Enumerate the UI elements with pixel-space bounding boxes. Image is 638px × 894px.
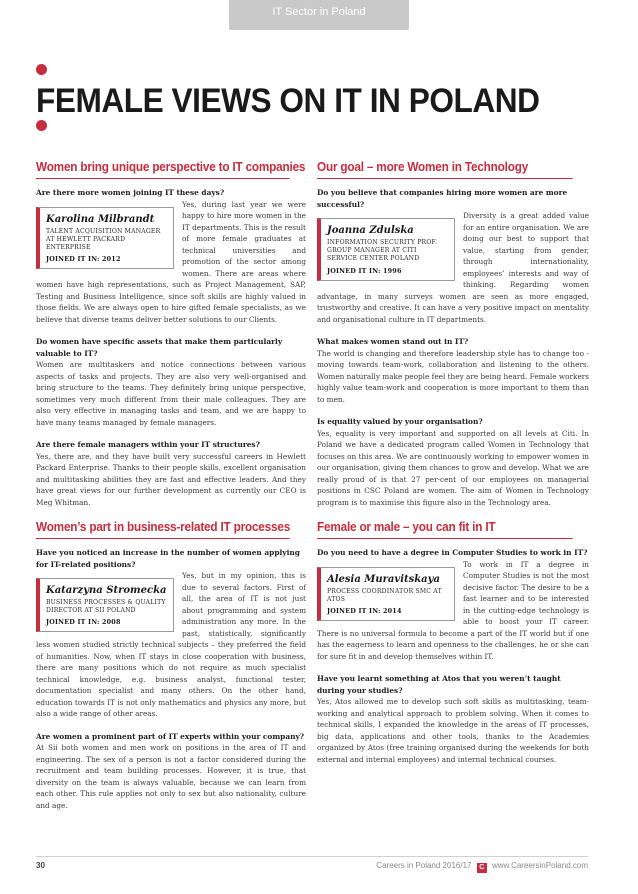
answer: Yes, equality is very important and supported on all levels at Citi. In Poland we have a dedicated program called Women in Technology that focuses on this area. We are continuously working to empower women in our organisation, giving them chances to grow and develop. What we are really proud of is that 27 per-cent of our employees on managerial positions in CSC Poland are women. The aim of Women in Technology program is to maximise this figure also in the Technology area.	[317, 428, 589, 507]
page-title: FEMALE VIEWS ON IT IN POLAND	[36, 82, 540, 120]
left-column	[36, 160, 306, 811]
question: Do you need to have a degree in Computer Studies to work in IT?	[317, 548, 588, 557]
interviewee-name: Karolina Milbrandt	[46, 213, 155, 225]
interviewee-name: Katarzyna Stromecka	[46, 585, 167, 596]
decorative-dot-bottom	[36, 120, 47, 131]
question: Are there more women joining IT these days?	[36, 188, 225, 197]
page-number: 30	[36, 861, 45, 870]
section-title-business: Women’s part in business-related IT processes	[36, 520, 290, 539]
question: Do women have specific assets that make them particularly valuable to IT?	[36, 337, 283, 358]
section-title-fit: Female or male – you can fit in IT	[317, 520, 573, 539]
question: Have you noticed an increase in the number of women applying for IT-related positions?	[36, 548, 300, 569]
interviewee-card-muravitskaya	[317, 567, 455, 621]
interviewee-card-stromecka	[36, 578, 174, 632]
interviewee-role: INFORMATION SECURITY PROF. GROUP MANAGER AT CITI SERVICE CENTER POLAND	[327, 239, 438, 263]
question: Is equality valued by your organisation?	[317, 417, 483, 426]
interviewee-joined: JOINED IT IN: 2012	[46, 255, 121, 264]
page-footer	[36, 856, 588, 870]
interviewee-role: BUSINESS PROCESSES & QUALITY DIRECTOR AT SII POLAND	[46, 599, 166, 615]
question: Do you believe that companies hiring more women are more successful?	[317, 188, 568, 209]
answer: Yes, during last year we were happy to hire more women in the IT departments. This is the result of more female graduates at technical universities and promotion of the sector among women. There are areas where women have high representations, such as Project Management, SAP, Testing and Business Intelligence, since soft skills are highly valued in those fields. We are always open to hire gifted female specialists, as we believe that diverse teams deliver better solutions to our Clients.	[36, 199, 306, 324]
interviewee-role: TALENT ACQUISITION MANAGER AT HEWLETT PACKARD ENTERPRISE	[46, 227, 161, 251]
interviewee-card-zdulska	[317, 218, 455, 281]
question: Are there female managers within your IT structures?	[36, 440, 260, 449]
answer: Yes, but in my opinion, this is due to several factors. First of all, the area of IT is not just about programming and system administration any more. In the past, statistically, significantly less women studied strictly technical subjects – they preferred the field of humanities. Now, when IT stays in close cooperation with business, there are many positions which do not require as much specialist technical knowledge, e.g. business analyst, functional tester, documentation specialist and many others. On the other hand, education towards IT is not only mathematics and physics any more, but also a wide range of other areas.	[36, 571, 306, 718]
careers-logo-icon: C	[477, 863, 487, 873]
answer: Diversity is a great added value for an entire organisation. We are doing our best to support that value, starting from gender, through internationality, employees’ interests and way of thinking. Regarding women advantage, in many surveys women are seen as more engaged, trustworthy and creative. It can have a very positive impact on mentality and organisational culture in IT departments.	[317, 211, 589, 324]
interviewee-name: Joanna Zdulska	[327, 225, 414, 236]
question: What makes women stand out in IT?	[317, 337, 469, 346]
interviewee-joined: JOINED IT IN: 2014	[327, 606, 402, 615]
question: Are women a prominent part of IT experts within your company?	[36, 731, 305, 741]
answer: Women are multitaskers and notice connections between various aspects of tasks and projects. They are also very well-organised and bring structure to the teams. They definitely bring unique perspective, sometimes very much different from their male colleagues. They are also very effective in managing tasks and team, and we are happy to have many teams managed by female managers.	[36, 360, 306, 427]
answer: Yes, there are, and they have built very successful careers in Hewlett Packard Enterprise. Thanks to their people skills, excellent organisation and multitasking abilities they are fast and effective leaders. And they have great views for our further development as currently our CEO is Meg Whitman.	[36, 451, 306, 507]
answer: The world is changing and therefore leadership style has to change too - moving towards team-work, collaboration and listening to the others. Women naturally make people feel they are being heard. Female workers highly value team-work and cooperation is more important to them than to men.	[317, 348, 589, 404]
answer: To work in IT a degree in Computer Studies is not the most decisive factor. The desire to be a fast learner and to be interested in the cutting-edge technology is able to boost your IT career. There is no universal formula to become a part of the IT world but if one has the eagerness to learn and openness to the challenges, he or she can for sure fit in and develop themselves within IT.	[317, 559, 589, 661]
decorative-dot-top	[36, 64, 47, 75]
interviewee-joined: JOINED IT IN: 1996	[327, 266, 402, 275]
interviewee-name: Alesia Muravitskaya	[327, 573, 440, 585]
section-tab: IT Sector in Poland	[229, 0, 409, 30]
answer: At Sii both women and men work on positions in the area of IT and engineering. The sex of a person is not a factor considered during the recruitment and team building processes. However, it is true, that diversity on the team is always valuable, because we can learn from each other. This rule applies not only to sex but also nationality, culture and age.	[36, 743, 306, 810]
interviewee-card-milbrandt	[36, 207, 174, 270]
section-title-perspective: Women bring unique perspective to IT companies	[36, 160, 290, 179]
footer-publication	[376, 861, 588, 873]
section-title-goal: Our goal – more Women in Technology	[317, 160, 573, 179]
website-link[interactable]: www.CareersinPoland.com	[491, 861, 588, 870]
interviewee-role: PROCESS COORDINATOR SMC AT ATOS	[327, 587, 442, 603]
right-column	[317, 160, 589, 765]
interviewee-joined: JOINED IT IN: 2008	[46, 618, 121, 627]
answer: Yes, Atos allowed me to develop such soft skills as multitasking, team-working and analytical approach to problem solving. When it comes to technical skills, I expanded the knowledge in the areas of IT processes, big data, applications and other tools, thanks to the Academies organized by Atos (free training organised during the weekends for both external and internal employees) and internal technical courses.	[317, 697, 589, 764]
question: Have you learnt something at Atos that you weren’t taught during your studies?	[317, 674, 561, 695]
publication-name: Careers in Poland 2016/17	[376, 861, 472, 870]
